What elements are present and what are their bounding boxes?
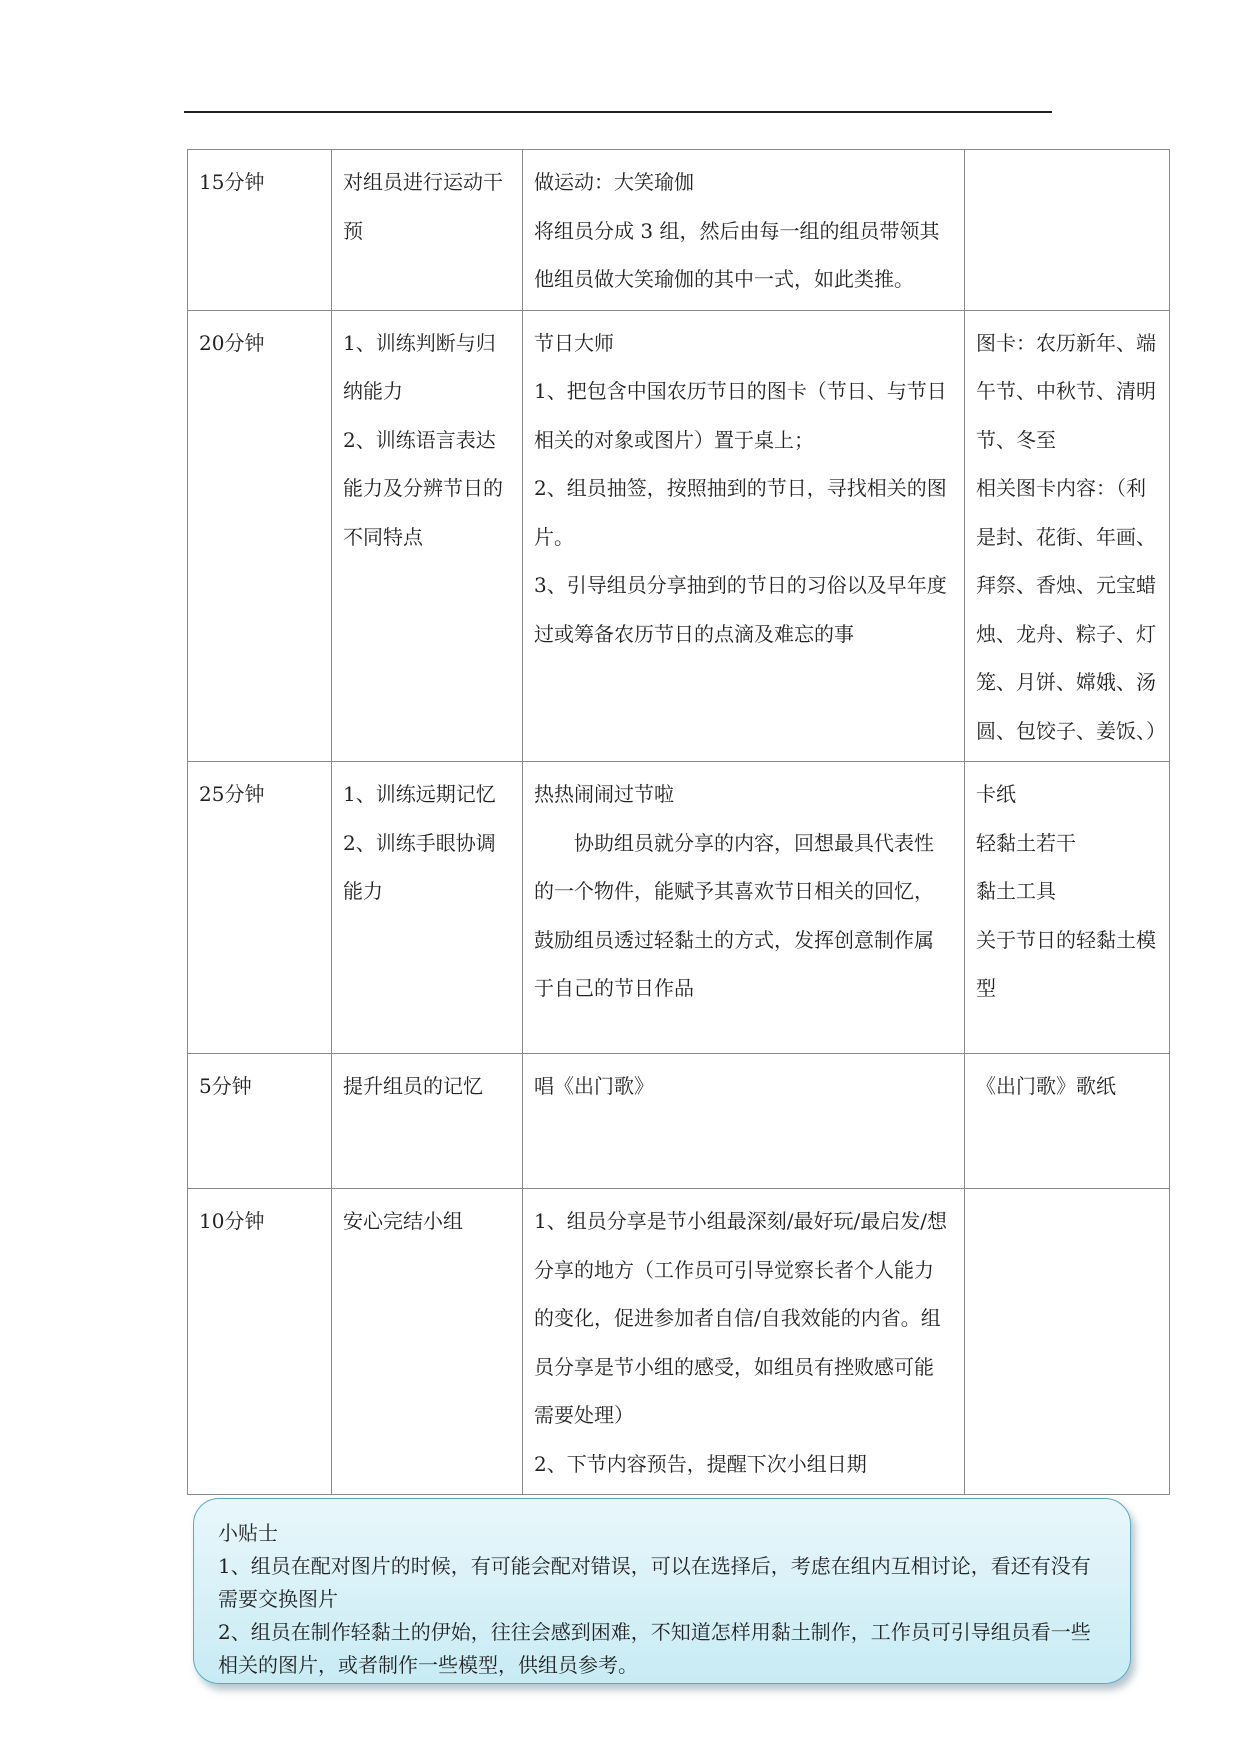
tips-title: 小贴士 (218, 1521, 278, 1545)
time-cell: 10分钟 (188, 1189, 332, 1495)
material-cell: 图卡：农历新年、端午节、中秋节、清明节、冬至 相关图卡内容：（利是封、花街、年画、拜祭、香烛、元宝蜡烛、龙舟、粽子、灯笼、月饼、嫦娥、汤圆、包饺子、姜饭、） (965, 310, 1170, 762)
tip-item: 1、组员在配对图片的时候，有可能会配对错误，可以在选择后，考虑在组内互相讨论，看还有没有需要交换图片 (218, 1554, 1091, 1611)
material-cell (965, 150, 1170, 311)
time-cell: 20分钟 (188, 310, 332, 762)
table-row (188, 310, 1170, 762)
activity-title: 节日大师 (534, 330, 614, 355)
activity-title: 做运动：大笑瑜伽 (534, 170, 694, 194)
time-cell: 5分钟 (188, 1054, 332, 1189)
content-cell (523, 1054, 965, 1189)
header-rule (184, 111, 1052, 113)
time-cell: 25分钟 (188, 762, 332, 1054)
content-cell: 1、组员分享是节小组最深刻/最好玩/最启发/想分享的地方（工作员可引导觉察长者个人能力的变化，促进参加者自信/自我效能的内省。组员分享是节小组的感受，如组员有挫败感可能需要处理） 2、下节内容预告，提醒下次小组日期 (523, 1189, 965, 1495)
activity-schedule-table (187, 149, 1170, 1495)
content-cell: 热热闹闹过节啦 协助组员就分享的内容，回想最具代表性的一个物件，能赋予其喜欢节日相关的回忆，鼓励组员透过轻黏土的方式，发挥创意制作属于自己的节日作品 (523, 762, 965, 1054)
goal-cell: 提升组员的记忆 (332, 1054, 523, 1189)
content-cell: 节日大师 1、把包含中国农历节日的图卡（节日、与节日相关的对象或图片）置于桌上； 2、组员抽签，按照抽到的节日，寻找相关的图片。 3、引导组员分享抽到的节日的习俗以及早年度过或筹备农历节日的点滴及难忘的事 (523, 310, 965, 762)
content-cell: 做运动：大笑瑜伽 将组员分成 3 组，然后由每一组的组员带领其他组员做大笑瑜伽的其中一式，如此类推。 (523, 150, 965, 311)
activity-title: 热热闹闹过节啦 (534, 782, 674, 806)
table-row (188, 1189, 1170, 1495)
material-cell: 《出门歌》歌纸 (965, 1054, 1170, 1189)
goal-cell: 1、训练远期记忆 2、训练手眼协调能力 (332, 762, 523, 1054)
table-row (188, 762, 1170, 1054)
goal-cell: 安心完结小组 (332, 1189, 523, 1495)
time-cell: 15分钟 (188, 150, 332, 311)
goal-cell: 对组员进行运动干预 (332, 150, 523, 311)
tip-item: 2、组员在制作轻黏土的伊始，往往会感到困难，不知道怎样用黏土制作，工作员可引导组员看一些相关的图片，或者制作一些模型，供组员参考。 (218, 1620, 1091, 1677)
activity-title: 唱《出门歌》 (534, 1074, 654, 1098)
table-row (188, 150, 1170, 311)
tips-callout-box (193, 1498, 1131, 1684)
table-row (188, 1054, 1170, 1189)
goal-cell: 1、训练判断与归纳能力 2、训练语言表达能力及分辨节日的不同特点 (332, 310, 523, 762)
material-cell: 卡纸 轻黏土若干 黏土工具 关于节日的轻黏土模型 (965, 762, 1170, 1054)
material-cell (965, 1189, 1170, 1495)
